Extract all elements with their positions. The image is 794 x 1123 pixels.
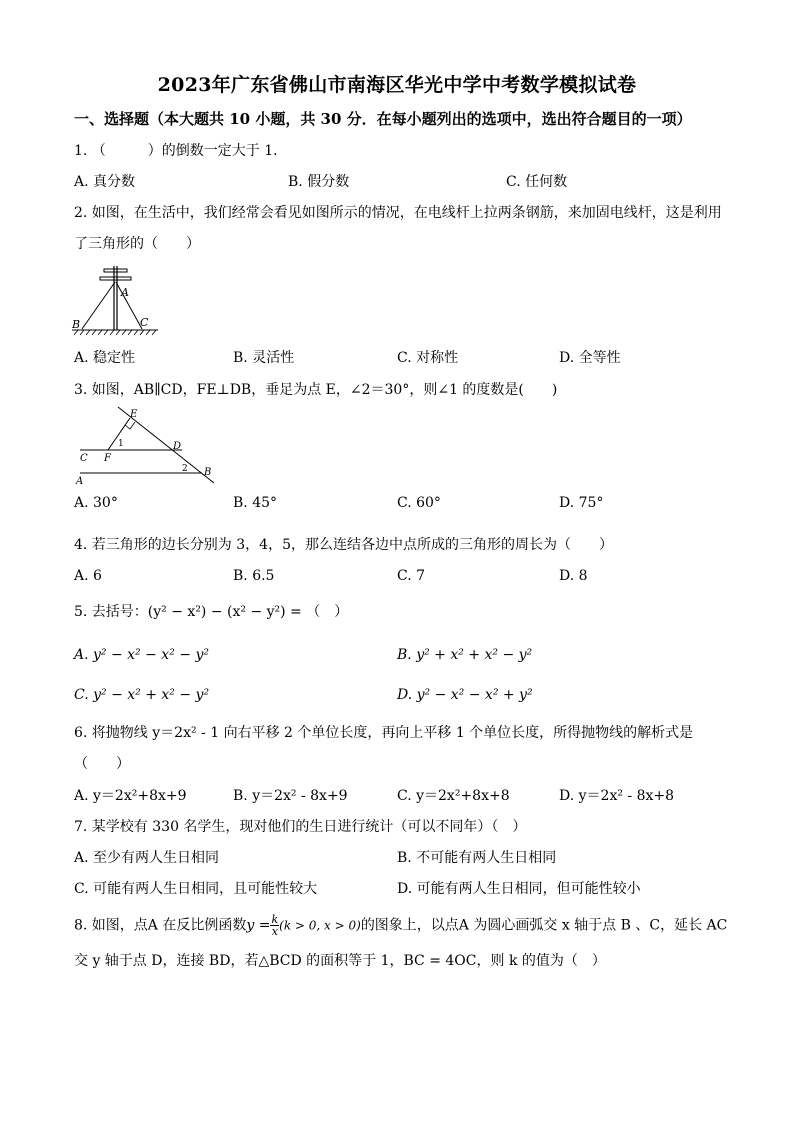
- question-6-stem-line-1: 6. 将抛物线 y＝2x² - 1 向右平移 2 个单位长度，再向上平移 1 个单位长度，所得抛物线的解析式是: [74, 725, 694, 741]
- question-1-option-b: B. 假分数: [288, 174, 350, 190]
- fraction-numerator: k: [271, 913, 279, 926]
- question-6-option-a: A. y＝2x²+8x+9: [74, 788, 187, 804]
- angle-label-2: 2: [182, 464, 188, 474]
- question-2-option-c: C. 对称性: [397, 350, 459, 366]
- question-2-option-a: A. 稳定性: [74, 350, 136, 366]
- function-fraction: [270, 914, 279, 937]
- question-1-option-c: C. 任何数: [506, 174, 568, 190]
- crossbar: [100, 277, 131, 280]
- question-4-option-c: C. 7: [397, 568, 426, 584]
- question-3-option-c: C. 60°: [397, 495, 441, 511]
- question-8-stem-line-2: 交 y 轴于点 D，连接 BD，若△BCD 的面积等于 1，BC = 4OC，则 k 的值为（ ）: [74, 953, 606, 969]
- brace-wire-left: [82, 282, 115, 329]
- question-1-option-a: A. 真分数: [74, 174, 136, 190]
- question-8-text-b: 的图象上，以点A 为圆心画弧交 x 轴于点 B 、C，延长 AC: [360, 917, 728, 934]
- question-7-option-b: B. 不可能有两人生日相同: [397, 850, 557, 866]
- question-7-stem: 7. 某学校有 330 名学生，现对他们的生日进行统计（可以不同年）（ ）: [74, 819, 527, 835]
- question-4-option-d: D. 8: [559, 568, 588, 584]
- question-1-stem: 1. （ ）的倒数一定大于 1．: [74, 143, 288, 159]
- question-8-stem-line-1: [74, 914, 727, 937]
- question-5-stem: 5. 去括号：(y² − x²) − (x² − y²) = （ ）: [74, 604, 349, 620]
- point-label-f: F: [104, 453, 111, 464]
- question-5-option-c: C. y² − x² + x² − y²: [74, 687, 210, 703]
- page-title: 2023年广东省佛山市南海区华光中学中考数学模拟试卷: [157, 74, 637, 96]
- question-2-option-d: D. 全等性: [559, 350, 621, 366]
- question-8-text-a: 8. 如图，点A 在反比例函数: [74, 917, 247, 934]
- section-heading: 一、选择题（本大题共 10 小题，共 30 分．在每小题列出的选项中，选出符合题目的一项）: [74, 110, 692, 128]
- question-3-option-b: B. 45°: [233, 495, 278, 511]
- question-3-option-a: A. 30°: [74, 495, 118, 511]
- question-2-stem-line-1: 2. 如图，在生活中，我们经常会看见如图所示的情况，在电线杆上拉两条钢筋，来加固电线杆，这是利用: [74, 205, 722, 221]
- pole-figure: [70, 262, 160, 338]
- point-label-e: E: [130, 409, 138, 420]
- brace-wire-right: [116, 282, 142, 329]
- point-label-b: B: [72, 318, 81, 331]
- ground-hatching: [74, 330, 156, 335]
- question-4-option-a: A. 6: [74, 568, 102, 584]
- angle-label-1: 1: [118, 439, 124, 449]
- point-label-c: C: [140, 316, 149, 329]
- question-6-option-d: D. y＝2x² - 8x+8: [559, 788, 675, 804]
- question-5-option-b: B. y² + x² + x² − y²: [397, 647, 533, 663]
- question-2-stem-line-2: 了三角形的（ ）: [74, 236, 200, 252]
- question-6-option-c: C. y＝2x²+8x+8: [397, 788, 510, 804]
- question-3-stem: 3. 如图，AB∥CD，FE⊥DB，垂足为点 E，∠2＝30°，则∠1 的度数是( ): [74, 382, 558, 398]
- question-6-stem-line-2: （ ）: [74, 756, 130, 772]
- point-label-c: C: [80, 453, 88, 464]
- question-4-option-b: B. 6.5: [233, 568, 275, 584]
- fraction-denominator: x: [271, 925, 278, 938]
- function-condition: (k > 0, x > 0): [279, 918, 361, 933]
- question-2-option-b: B. 灵活性: [233, 350, 295, 366]
- point-label-b: B: [204, 467, 212, 478]
- question-5-option-d: D. y² − x² − x² + y²: [397, 687, 533, 703]
- question-4-stem: 4. 若三角形的边长分别为 3，4，5，那么连结各边中点所成的三角形的周长为（ ）: [74, 537, 613, 553]
- point-label-a: A: [121, 286, 129, 299]
- question-7-option-c: C. 可能有两人生日相同，且可能性较大: [74, 881, 318, 897]
- parallel-lines-figure: [72, 405, 222, 487]
- question-7-option-d: D. 可能有两人生日相同，但可能性较小: [397, 881, 641, 897]
- point-label-a: A: [76, 476, 84, 487]
- crossbar: [104, 269, 127, 272]
- question-5-option-a: A. y² − x² − x² − y²: [74, 647, 209, 663]
- function-y: y =: [246, 917, 271, 934]
- question-6-option-b: B. y＝2x² - 8x+9: [233, 788, 348, 804]
- point-label-d: D: [173, 441, 182, 452]
- question-3-option-d: D. 75°: [559, 495, 604, 511]
- question-7-option-a: A. 至少有两人生日相同: [74, 850, 220, 866]
